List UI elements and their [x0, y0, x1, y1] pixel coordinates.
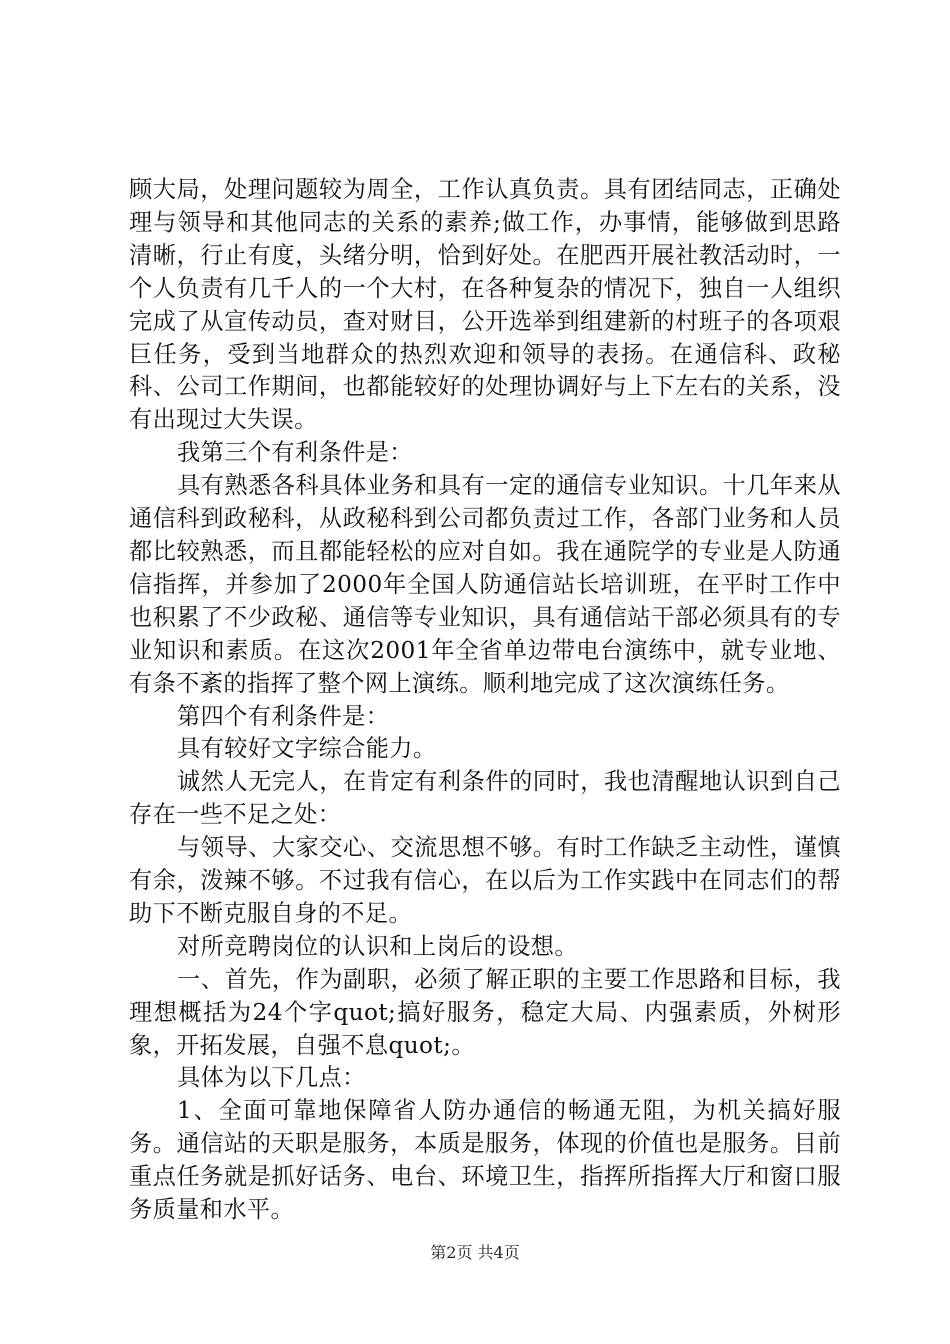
- page-number-label: 第2页 共4页: [430, 1243, 520, 1262]
- paragraph-position-understanding-heading: 对所竞聘岗位的认识和上岗后的设想。: [177, 932, 578, 960]
- paragraph-fourth-advantage-heading: 第四个有利条件是：: [177, 702, 390, 730]
- paragraph-details-heading: 具体为以下几点：: [177, 1064, 366, 1092]
- paragraph-third-advantage-heading: 我第三个有利条件是：: [177, 439, 413, 467]
- paragraph-detail-one: 1、全面可靠地保障省人防办通信的畅通无阻，为机关搞好服务。通信站的天职是服务，本质是服务，体现的价值也是服务。目前重点任务就是抓好话务、电台、环境卫生，指挥所指挥大厅和窗口服务质量和水平。: [129, 1097, 841, 1224]
- page-footer: [0, 1243, 950, 1263]
- paragraph-shortcomings-intro: 诚然人无完人，在肯定有利条件的同时，我也清醒地认识到自己存在一些不足之处：: [129, 768, 841, 829]
- paragraph-fourth-advantage-body: 具有较好文字综合能力。: [177, 735, 437, 763]
- paragraph-third-advantage-body: 具有熟悉各科具体业务和具有一定的通信专业知识。十几年来从通信科到政秘科，从政秘科到公司都负责过工作，各部门业务和人员都比较熟悉，而且都能轻松的应对自如。我在通院学的专业是人防通信指挥，并参加了2000年全国人防通信站长培训班，在平时工作中也积累了不少政秘、通信等专业知识，具有通信站干部必须具有的专业知识和素质。在这次2001年全省单边带电台演练中，就专业地、有条不紊的指挥了整个网上演练。顺利地完成了这次演练任务。: [129, 472, 841, 697]
- paragraph-point-one: 一、首先，作为副职，必须了解正职的主要工作思路和目标，我理想概括为24个字quot;搞好服务，稳定大局、内强素质，外树形象，开拓发展，自强不息quot;。: [129, 965, 841, 1059]
- paragraph-continuation: 顾大局，处理问题较为周全，工作认真负责。具有团结同志，正确处理与领导和其他同志的关系的素养;做工作，办事情，能够做到思路清晰，行止有度，头绪分明，恰到好处。在肥西开展社教活动时，一个人负责有几千人的一个大村，在各种复杂的情况下，独自一人组织完成了从宣传动员，查对财目，公开选举到组建新的村班子的各项艰巨任务，受到当地群众的热烈欢迎和领导的表扬。在通信科、政秘科、公司工作期间，也都能较好的处理协调好与上下左右的关系，没有出现过大失误。: [129, 176, 841, 434]
- document-body: [129, 174, 841, 1227]
- paragraph-shortcomings-body: 与领导、大家交心、交流思想不够。有时工作缺乏主动性，谨慎有余，泼辣不够。不过我有信心，在以后为工作实践中在同志们的帮助下不断克服自身的不足。: [129, 834, 841, 927]
